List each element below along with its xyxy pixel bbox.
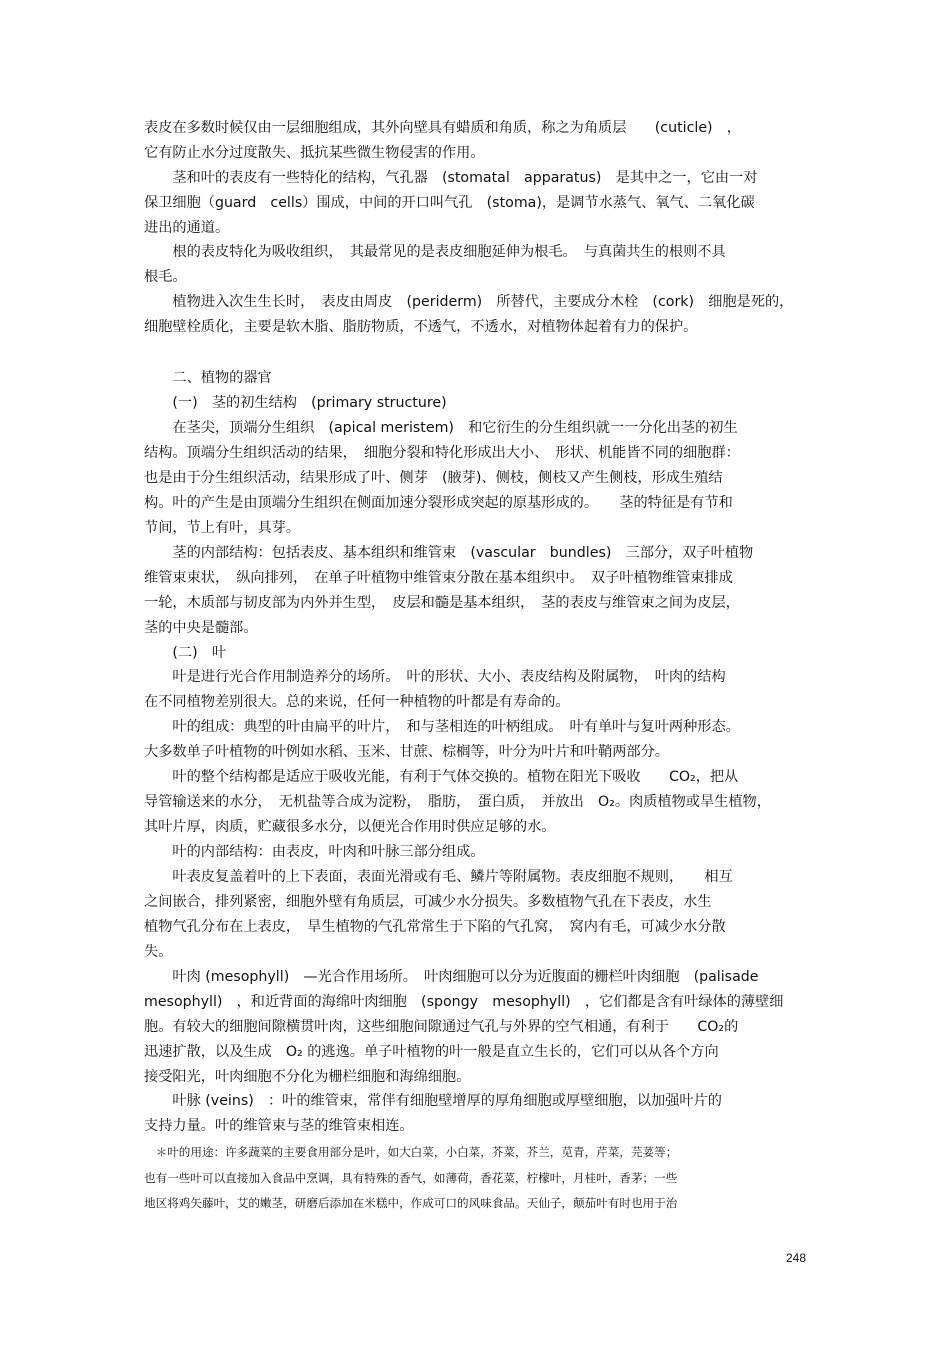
paragraph-cuticle (144, 116, 804, 166)
text-line: 叶脉 (veins) ：叶的维管束，常伴有细胞壁增厚的厚角细胞或厚壁细胞，以加强叶片的 (144, 1093, 722, 1109)
text-line: 二、植物的器官 (144, 370, 272, 386)
text-line: 也是由于分生组织活动，结果形成了叶、侧芽 (腋芽)、侧枝，侧枝又产生侧枝，形成生殖结 (144, 470, 723, 486)
paragraph-leaf-internal (144, 840, 804, 865)
paragraph-stomata (144, 166, 804, 241)
text-line: 茎的中央是髓部。 (144, 620, 258, 636)
paragraph-veins (144, 1089, 804, 1139)
text-line: 维管束束状， 纵向排列， 在单子叶植物中维管束分散在基本组织中。 双子叶植物维管束排成 (144, 570, 733, 586)
paragraph-leaf-photosynthesis (144, 665, 804, 715)
text-line: 茎的内部结构：包括表皮、基本组织和维管束 (vascular bundles) 三部分，双子叶植物 (144, 545, 754, 561)
text-line: 支持力量。叶的维管束与茎的维管束相连。 (144, 1118, 414, 1134)
subheading-leaf (144, 641, 804, 666)
text-line: 其叶片厚，肉质，贮藏很多水分，以便光合作用时供应足够的水。 (144, 819, 556, 835)
text-line: 叶的整个结构都是适应于吸收光能，有利于气体交换的。植物在阳光下吸收 CO₂，把从 (144, 769, 739, 785)
text-line: 之间嵌合，排列紧密，细胞外壁有角质层，可减少水分损失。多数植物气孔在下表皮，水生 (144, 894, 712, 910)
text-line: 接受阳光，叶肉细胞不分化为栅栏细胞和海绵细胞。 (144, 1069, 471, 1085)
note-line: 地区将鸡矢藤叶，艾的嫩茎，研磨后添加在米糕中，作成可口的风味食品。天仙子，颠茄叶有时也用于治 (144, 1196, 678, 1210)
subheading-stem-primary-structure (144, 391, 804, 416)
note-line: ＊叶的用途：许多蔬菜的主要食用部分是叶，如大白菜，小白菜，芥菜，芥兰，苋青，芹菜，芫荽等； (144, 1145, 678, 1159)
text-line: 植物气孔分布在上表皮， 旱生植物的气孔常常生于下陷的气孔窝， 窝内有毛，可减少水分散 (144, 919, 726, 935)
note-leaf-uses (144, 1140, 804, 1217)
note-line: 也有一些叶可以直接加入食品中烹调，具有特殊的香气，如薄荷，香花菜，柠檬叶，月桂叶，香茅；一些 (144, 1170, 678, 1185)
text-line: 茎和叶的表皮有一些特化的结构，气孔器 (stomatal apparatus) 是其中之一，它由一对 (144, 170, 758, 186)
paragraph-stem-internal (144, 541, 804, 641)
text-line: 根毛。 (144, 269, 187, 285)
text-line: 叶的内部结构：由表皮，叶肉和叶脉三部分组成。 (144, 844, 485, 860)
text-line: 进出的通道。 (144, 220, 230, 236)
section-heading-plant-organs (144, 366, 804, 391)
paragraph-periderm (144, 290, 804, 340)
text-line: 胞。有较大的细胞间隙横贯叶肉，这些细胞间隙通过气孔与外界的空气相通，有利于 CO₂的 (144, 1019, 739, 1035)
text-line: 表皮在多数时候仅由一层细胞组成，其外向壁具有蜡质和角质，称之为角质层 (cuticle) ， (144, 120, 741, 136)
text-line: 大多数单子叶植物的叶例如水稻、玉米、甘蔗、棕榈等，叶分为叶片和叶鞘两部分。 (144, 744, 669, 760)
paragraph-mesophyll (144, 965, 804, 1090)
text-line: 在不同植物差别很大。总的来说，任何一种植物的叶都是有寿命的。 (144, 694, 570, 710)
text-line: 结构。顶端分生组织活动的结果， 细胞分裂和特化形成出大小、 形状、机能皆不同的细胞群： (144, 445, 740, 461)
paragraph-stem-tip (144, 416, 804, 541)
text-line: 失。 (144, 944, 173, 960)
page-number: 248 (786, 1251, 807, 1265)
text-line: (二) 叶 (144, 645, 227, 661)
text-line: 保卫细胞（guard cells）围成，中间的开口叫气孔 (stoma)，是调节水蒸气、氧气、二氧化碳 (144, 195, 755, 211)
text-line: 节间，节上有叶，具芽。 (144, 520, 301, 536)
text-line: 叶是进行光合作用制造养分的场所。 叶的形状、大小、表皮结构及附属物， 叶肉的结构 (144, 669, 726, 685)
paragraph-root-hair (144, 240, 804, 290)
text-line: mesophyll) ，和近背面的海绵叶肉细胞 (spongy mesophyll) ，它们都是含有叶绿体的薄壁细 (144, 994, 784, 1010)
text-line: 植物进入次生生长时， 表皮由周皮 (periderm) 所替代，主要成分木栓 (cork) 细胞是死的， (144, 294, 794, 310)
text-line: (一) 茎的初生结构 (primary structure) (144, 395, 447, 411)
text-line: 迅速扩散，以及生成 O₂ 的逃逸。单子叶植物的叶一般是直立生长的，它们可以从各个方向 (144, 1044, 719, 1060)
text-line: 它有防止水分过度散失、抵抗某些微生物侵害的作用。 (144, 145, 485, 161)
text-line: 构。叶的产生是由顶端分生组织在侧面加速分裂形成突起的原基形成的。 茎的特征是有节和 (144, 495, 733, 511)
text-line: 导管输送来的水分， 无机盐等合成为淀粉， 脂肪， 蛋白质， 并放出 O₂。肉质植物或旱生植物， (144, 794, 771, 810)
text-line: 根的表皮特化为吸收组织， 其最常见的是表皮细胞延伸为根毛。 与真菌共生的根则不具 (144, 244, 726, 260)
paragraph-leaf-composition (144, 715, 804, 765)
text-line: 一轮，木质部与韧皮部为内外并生型， 皮层和髓是基本组织， 茎的表皮与维管束之间为皮层， (144, 595, 740, 611)
text-line: 叶的组成：典型的叶由扁平的叶片， 和与茎相连的叶柄组成。 叶有单叶与复叶两种形态。 (144, 719, 740, 735)
paragraph-leaf-epidermis (144, 865, 804, 965)
paragraph-leaf-structure (144, 765, 804, 840)
text-line: 细胞壁栓质化，主要是软木脂、脂肪物质，不透气，不透水，对植物体起着有力的保护。 (144, 319, 698, 335)
text-line: 叶肉 (mesophyll) —光合作用场所。 叶肉细胞可以分为近腹面的栅栏叶肉细胞 (palisade (144, 969, 759, 985)
text-line: 在茎尖，顶端分生组织 (apical meristem) 和它衍生的分生组织就一一分化出茎的初生 (144, 420, 738, 436)
text-line: 叶表皮复盖着叶的上下表面，表面光滑或有毛、鳞片等附属物。表皮细胞不规则， 相互 (144, 869, 733, 885)
